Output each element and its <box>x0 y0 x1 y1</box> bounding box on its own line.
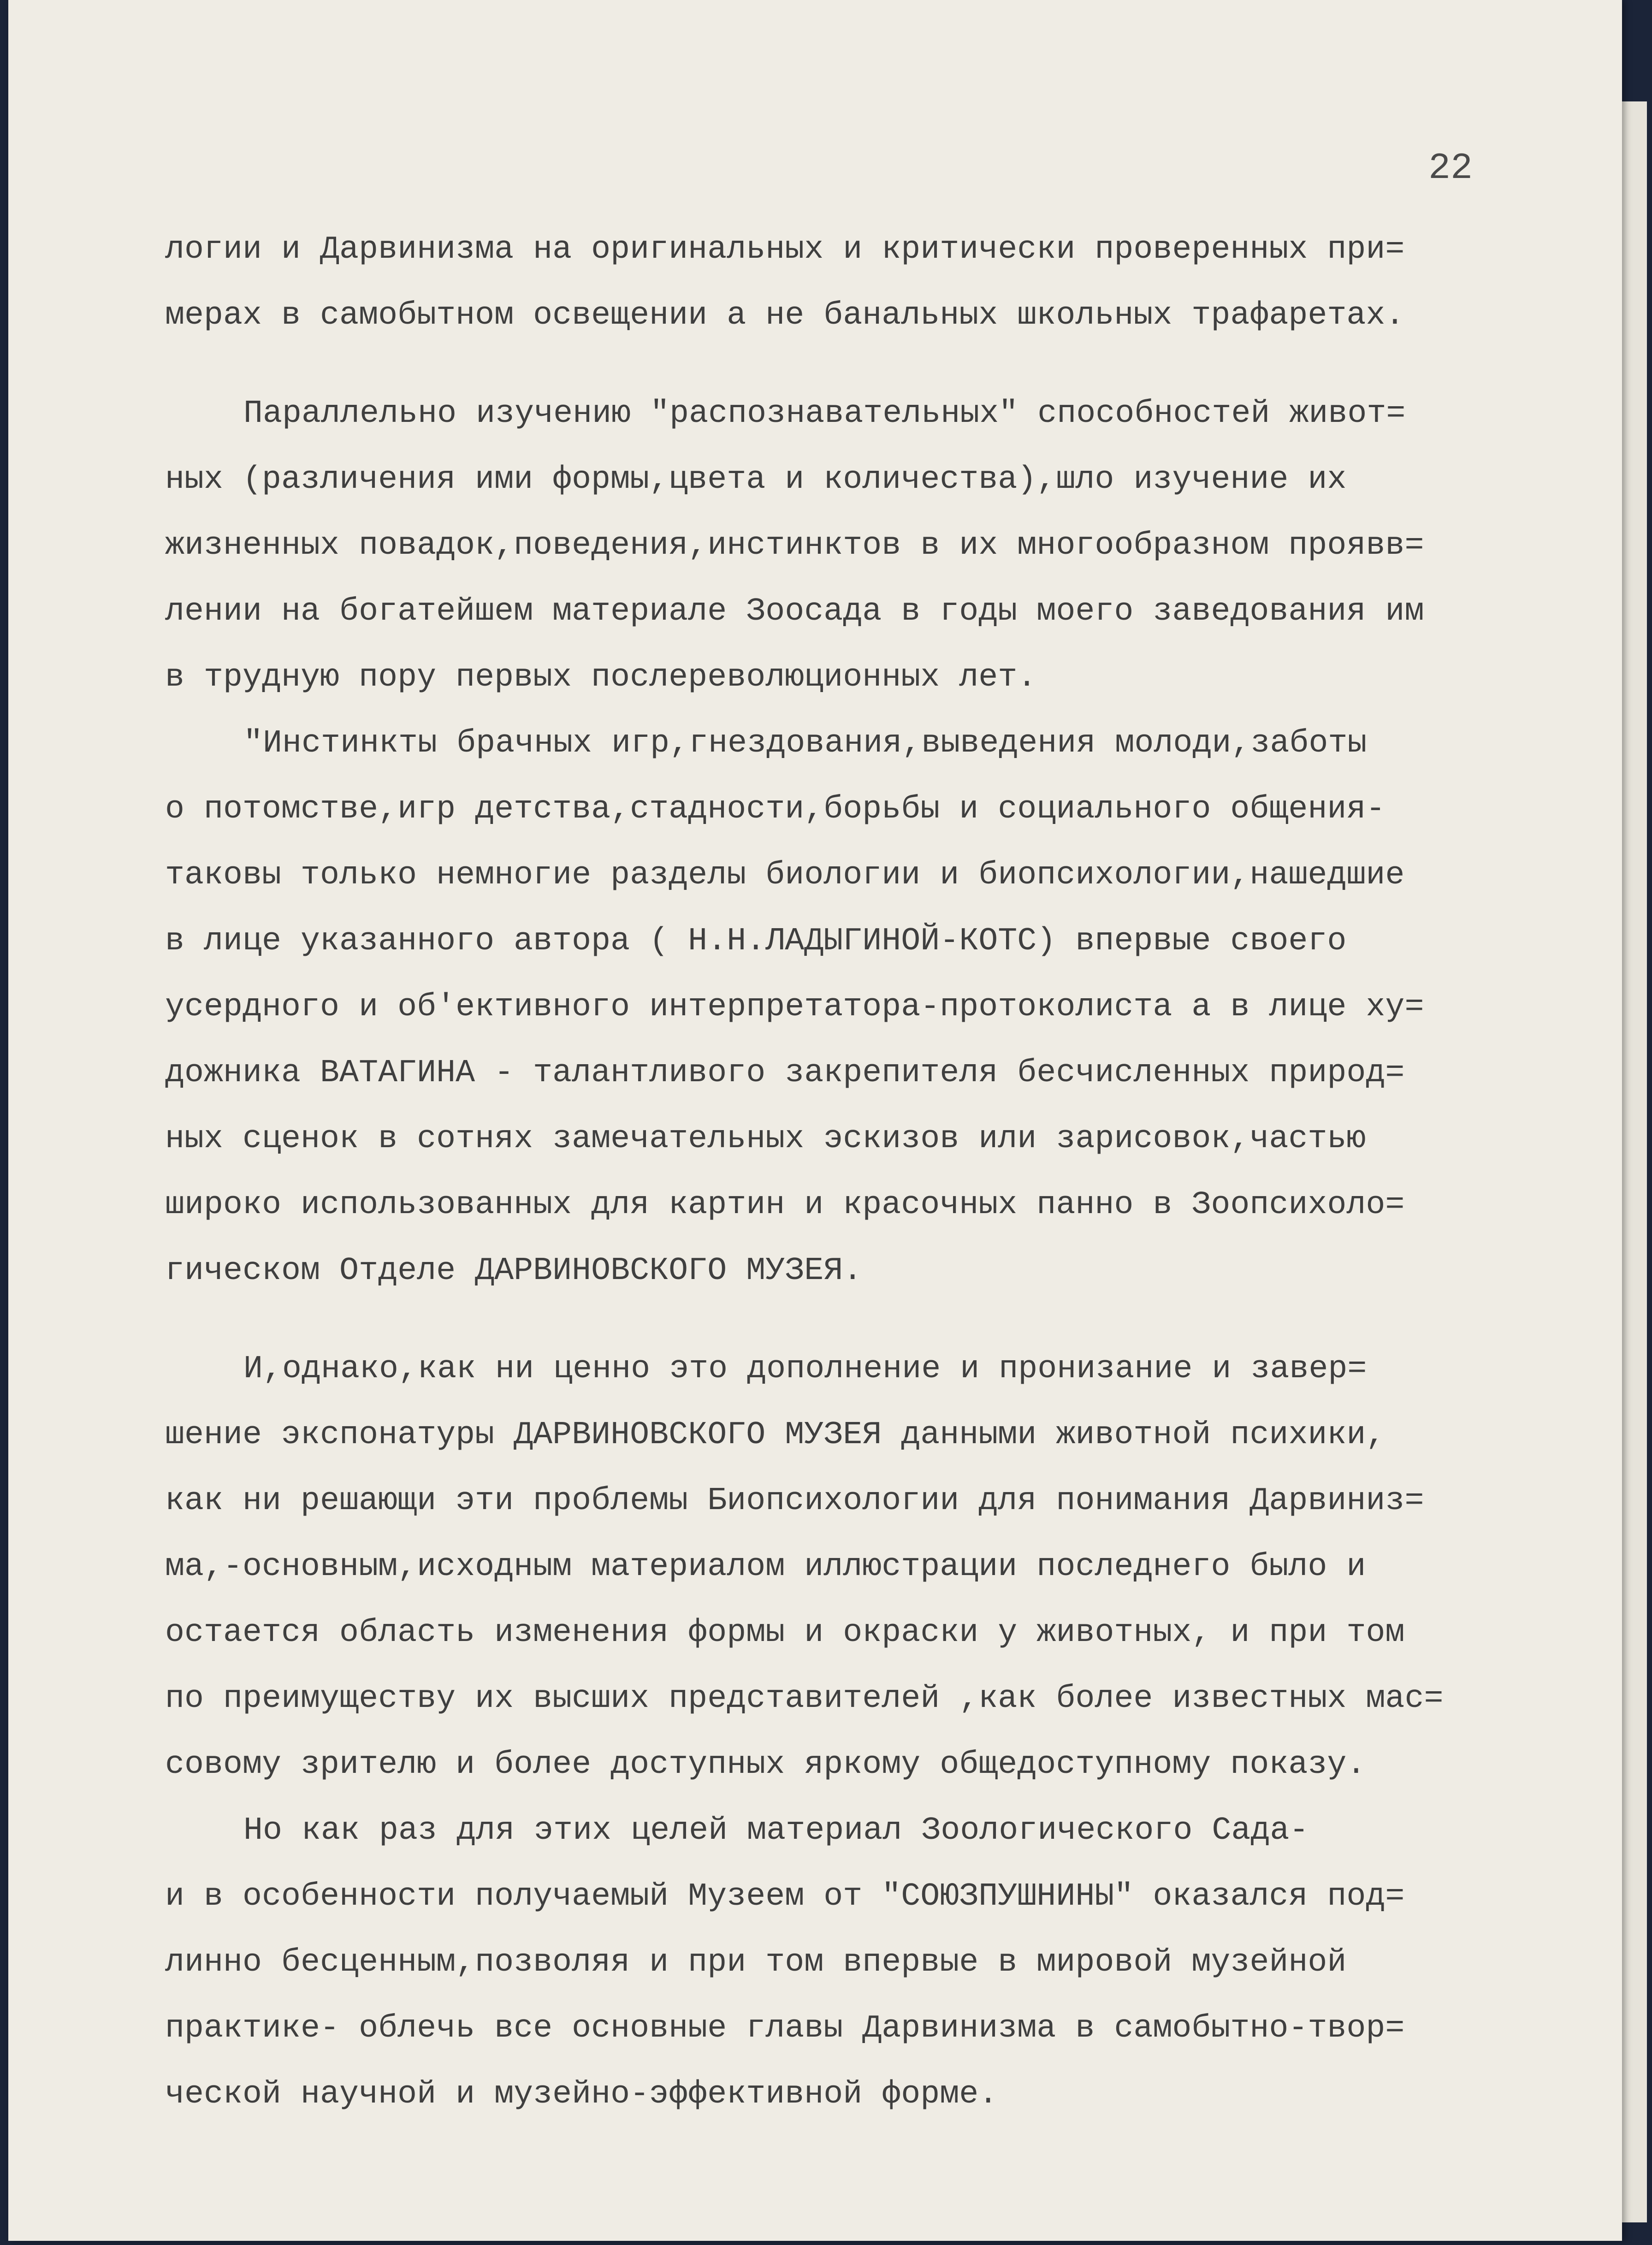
text-line: "Инстинкты брачных игр,гнездования,выведения молоди,заботы <box>243 725 1367 762</box>
text-line: и в особенности получаемый Музеем от "СОЮЗПУШНИНЫ" оказался под= <box>165 1878 1405 1915</box>
text-line: таковы только немногие разделы биологии и биопсихологии,нашедшие <box>165 857 1405 894</box>
text-line: линно бесценным,позволяя и при том впервые в мировой музейной <box>165 1944 1347 1981</box>
text-line: Параллельно изучению "распознавательных" способностей живот= <box>243 396 1406 432</box>
text-line: Но как раз для этих целей материал Зоологического Сада- <box>243 1813 1309 1849</box>
text-line: в трудную пору первых послереволюционных лет. <box>165 659 1037 696</box>
text-line: остается область изменения формы и окраски у животных, и при том <box>165 1615 1405 1651</box>
paragraph <box>165 1336 1548 1798</box>
text-line: И,однако,как ни ценно это дополнение и пронизание и завер= <box>243 1351 1367 1387</box>
text-line: совому зрителю и более доступных яркому общедоступному показу. <box>165 1747 1366 1783</box>
text-line: логии и Дарвинизма на оригинальных и критически проверенных при= <box>165 231 1405 268</box>
text-line: как ни решающи эти проблемы Биопсихологии для понимания Дарвиниз= <box>165 1483 1424 1519</box>
text-line: широко использованных для картин и красочных панно в Зоопсихоло= <box>165 1187 1405 1223</box>
page-number: 22 <box>1428 148 1473 190</box>
paragraph <box>165 711 1548 1304</box>
text-line: шение экспонатуры ДАРВИНОВСКОГО МУЗЕЯ данными животной психики, <box>165 1417 1386 1453</box>
text-line: усердного и об'ективного интерпретатора-протоколиста а в лице ху= <box>165 989 1424 1025</box>
paragraph <box>165 1798 1548 2127</box>
text-line: дожника ВАТАГИНА - талантливого закрепителя бесчисленных природ= <box>165 1055 1405 1091</box>
typewritten-page <box>8 0 1622 2241</box>
text-line: по преимуществу их высших представителей ,как более известных мас= <box>165 1681 1444 1717</box>
text-line: практике- облечь все основные главы Дарвинизма в самобытно-твор= <box>165 2010 1405 2047</box>
text-line: ческой научной и музейно-эффективной форме. <box>165 2076 998 2113</box>
paragraph <box>165 217 1548 349</box>
text-line: о потомстве,игр детства,стадности,борьбы и социального общения- <box>165 791 1386 828</box>
text-line: лении на богатейшем материале Зоосада в годы моего заведования им <box>165 593 1424 630</box>
text-line: в лице указанного автора ( Н.Н.ЛАДЫГИНОЙ-КОТС) впервые своего <box>165 923 1347 960</box>
text-line: ных сценок в сотнях замечательных эскизов или зарисовок,частью <box>165 1121 1366 1157</box>
text-line: гическом Отделе ДАРВИНОВСКОГО МУЗЕЯ. <box>165 1253 863 1289</box>
paragraph <box>165 381 1548 711</box>
text-line: мерах в самобытном освещении а не банальных школьных трафаретах. <box>165 297 1405 334</box>
text-line: ма,-основным,исходным материалом иллюстрации последнего было и <box>165 1549 1366 1585</box>
body-text <box>165 217 1548 2127</box>
text-line: жизненных повадок,поведения,инстинктов в их многообразном проявв= <box>165 527 1424 564</box>
text-line: ных (различения ими формы,цвета и количества),шло изучение их <box>165 462 1347 498</box>
